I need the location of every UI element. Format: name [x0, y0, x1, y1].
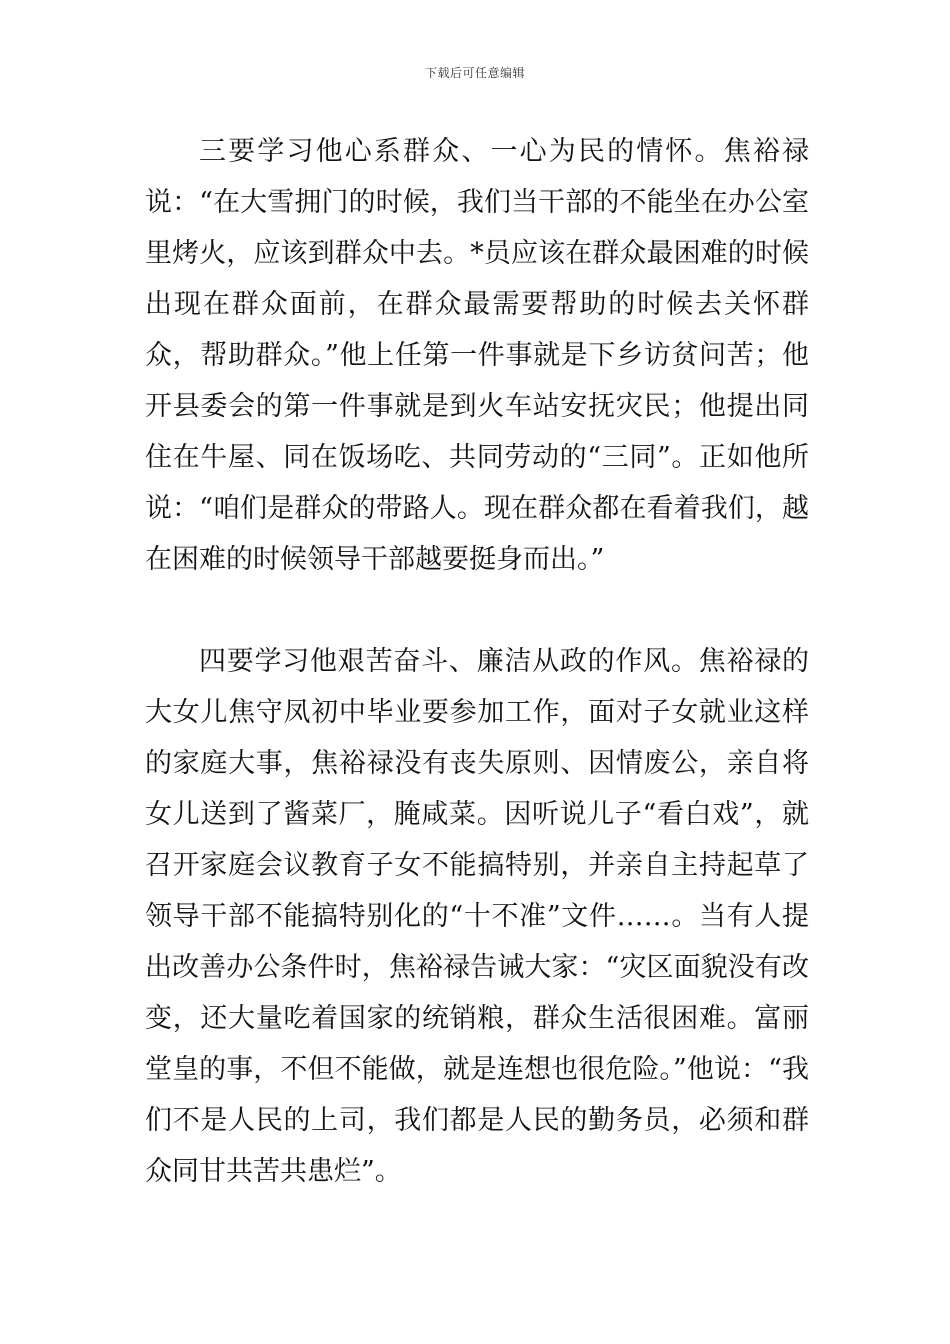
paragraph-2: 四要学习他艰苦奋斗、廉洁从政的作风。焦裕禄的大女儿焦守凤初中毕业要参加工作，面对子女就业这样的家庭大事，焦裕禄没有丧失原则、因情废公，亲自将女儿送到了酱菜厂，腌咸菜。因听说儿子“看白戏”，就召开家庭会议教育子女不能搞特别，并亲自主持起草了领导干部不能搞特别化的“十不准”文件……。当有人提出改善办公条件时，焦裕禄告诫大家：“灾区面貌没有改变，还大量吃着国家的统销粮，群众生活很困难。富丽堂皇的事，不但不能做，就是连想也很危险。”他说：“我们不是人民的上司，我们都是人民的勤务员，必须和群众同甘共苦共患烂”。 [145, 646, 809, 1187]
paragraph-1: 三要学习他心系群众、一心为民的情怀。焦裕禄说：“在大雪拥门的时候，我们当干部的不能坐在办公室里烤火，应该到群众中去。*员应该在群众最困难的时候出现在群众面前，在群众最需要帮助的时候去关怀群众，帮助群众。”他上任第一件事就是下乡访贫问苦；他开县委会的第一件事就是到火车站安抚灾民；他提出同住在牛屋、同在饭场吃、共同劳动的“三同”。正如他所说：“咱们是群众的带路人。现在群众都在看着我们，越在困难的时候领导干部越要挺身而出。” [145, 136, 809, 575]
header-note: 下载后可任意编辑 [424, 66, 525, 80]
body-text [145, 126, 809, 1197]
